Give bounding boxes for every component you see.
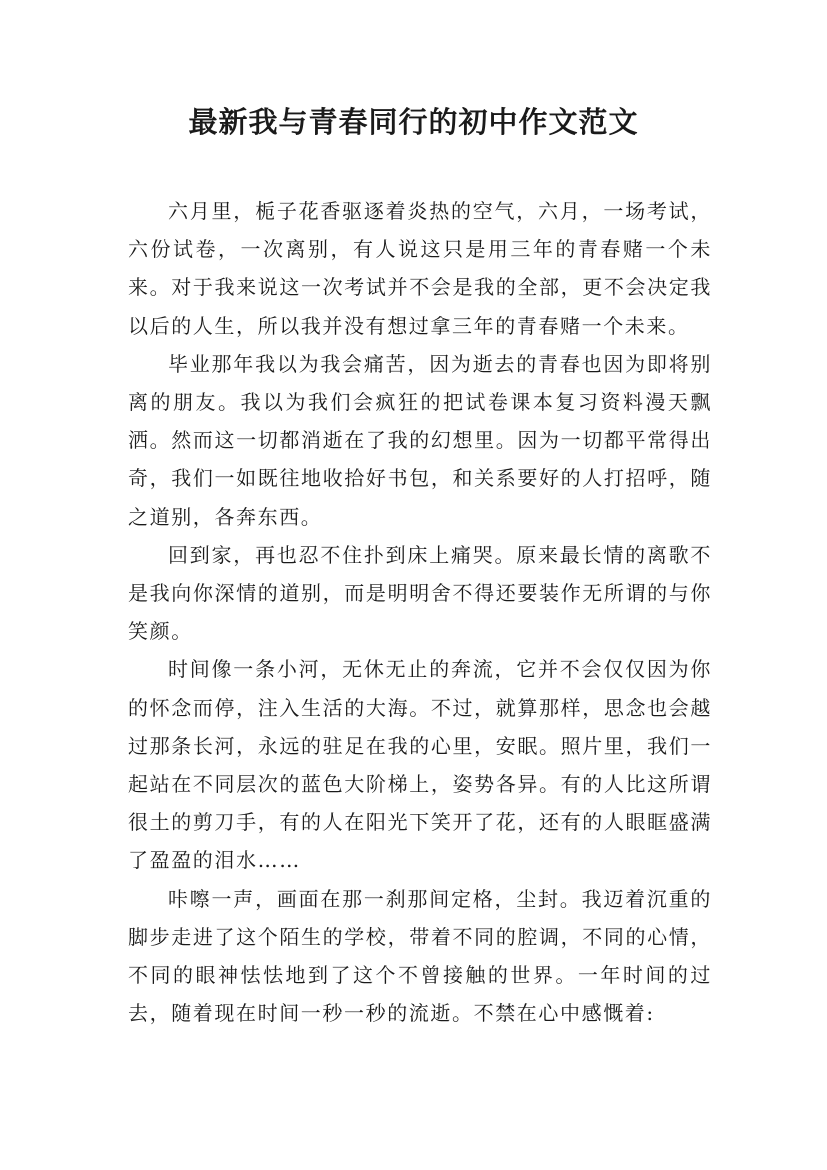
document-title: 最新我与青春同行的初中作文范文 (188, 105, 639, 139)
document-body (128, 192, 712, 1032)
paragraph-3: 回到家，再也忍不住扑到床上痛哭。原来最长情的离歌不是我向你深情的道别，而是明明舍不得还要装作无所谓的与你笑颜。 (128, 542, 712, 644)
paragraph-5: 咔嚓一声，画面在那一刹那间定格，尘封。我迈着沉重的脚步走进了这个陌生的学校，带着不同的腔调，不同的心情，不同的眼神怯怯地到了这个不曾接触的世界。一年时间的过去，随着现在时间一秒一秒的流逝。不禁在心中感慨着: (128, 886, 712, 1026)
paragraph-4: 时间像一条小河，无休无止的奔流，它并不会仅仅因为你的怀念而停，注入生活的大海。不过，就算那样，思念也会越过那条长河，永远的驻足在我的心里，安眠。照片里，我们一起站在不同层次的蓝色大阶梯上，姿势各异。有的人比这所谓很土的剪刀手，有的人在阳光下笑开了花，还有的人眼眶盛满了盈盈的泪水…… (128, 657, 712, 873)
paragraph-2: 毕业那年我以为我会痛苦，因为逝去的青春也因为即将别离的朋友。我以为我们会疯狂的把试卷课本复习资料漫天飘洒。然而这一切都消逝在了我的幻想里。因为一切都平常得出奇，我们一如既往地收拾好书包，和关系要好的人打招呼，随之道别，各奔东西。 (128, 351, 712, 529)
paragraph-1: 六月里，栀子花香驱逐着炎热的空气，六月，一场考试，六份试卷，一次离别，有人说这只是用三年的青春赌一个未来。对于我来说这一次考试并不会是我的全部，更不会决定我以后的人生，所以我并没有想过拿三年的青春赌一个未来。 (128, 199, 712, 338)
